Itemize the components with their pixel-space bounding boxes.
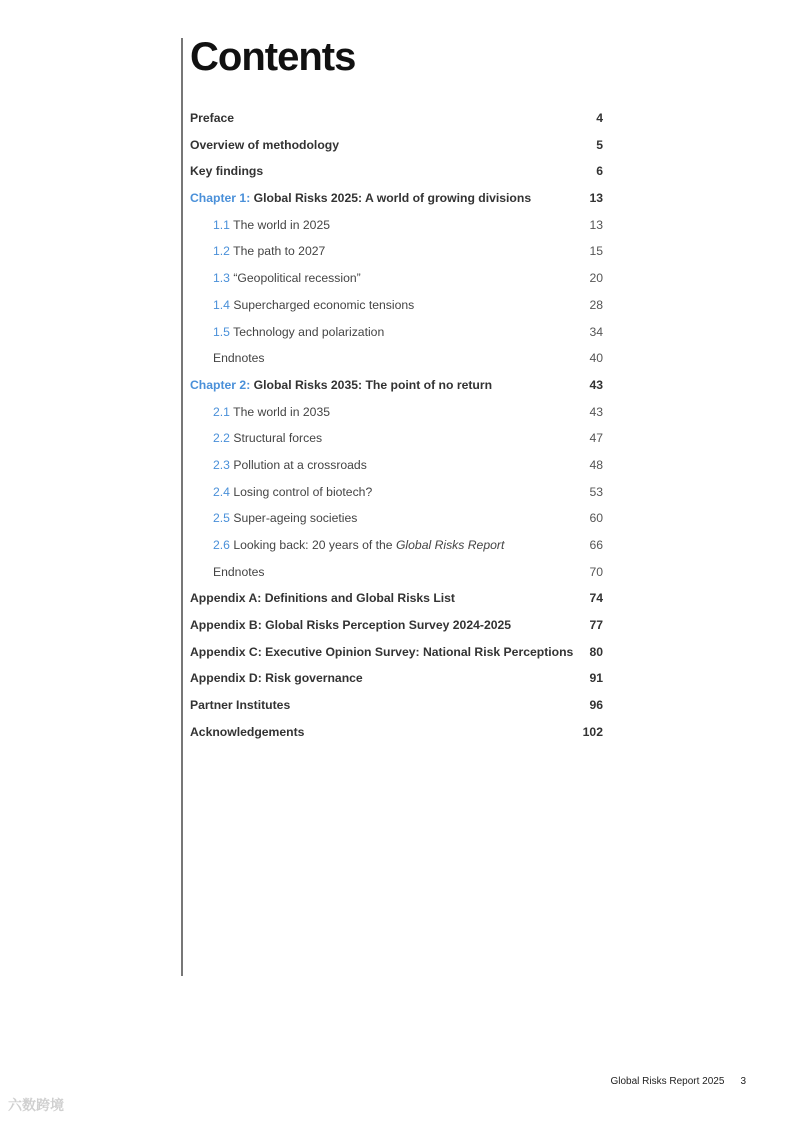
page-footer (610, 1076, 746, 1087)
toc-entry-page: 91 (589, 671, 603, 686)
section-title: Losing control of biotech? (233, 484, 373, 499)
toc-entry-label (213, 479, 372, 506)
toc-entry-label (213, 265, 361, 292)
toc-entry-section-1-2[interactable] (190, 238, 603, 265)
toc-entry-key-findings[interactable] (190, 158, 603, 185)
section-title: Structural forces (233, 431, 323, 446)
toc-entry-section-2-3[interactable] (190, 452, 603, 479)
toc-entry-section-2-5[interactable] (190, 505, 603, 532)
toc-entry-page: 66 (589, 538, 603, 552)
toc-entry-section-2-1[interactable] (190, 399, 603, 426)
chapter-title: Global Risks 2035: The point of no return (253, 377, 493, 392)
toc-entry-overview-of-methodology[interactable] (190, 132, 603, 159)
toc-entry-label (190, 372, 492, 399)
toc-entry-page: 102 (582, 724, 603, 739)
toc-entry-page: 28 (589, 297, 603, 312)
section-number: 2.3 (213, 457, 230, 472)
section-title: Super-ageing societies (233, 511, 358, 526)
chapter-prefix: Chapter 2: (190, 377, 251, 392)
toc-entry-page: 74 (589, 591, 603, 606)
toc-entry-label: Endnotes (213, 351, 265, 366)
toc-entry-page: 53 (589, 484, 603, 499)
toc-entry-label: Appendix C: Executive Opinion Survey: National Risk Perceptions (190, 644, 574, 659)
chapter-title: Global Risks 2025: A world of growing divisions (253, 191, 532, 206)
toc-entry-page: 15 (589, 244, 603, 259)
toc-entry-page: 47 (589, 431, 603, 446)
section-title: Supercharged economic tensions (233, 297, 415, 312)
toc-entry-label (213, 532, 504, 559)
chapter-prefix: Chapter 1: (190, 191, 251, 206)
toc-entry-appendix-c[interactable] (190, 639, 603, 666)
toc-entry-page: 20 (589, 271, 603, 286)
toc-entry-page: 70 (589, 564, 603, 579)
toc-entry-label: Key findings (190, 164, 264, 179)
toc-entry-label: Appendix D: Risk governance (190, 671, 363, 686)
footer-report-name: Global Risks Report 2025 (610, 1076, 725, 1087)
toc-entry-label (213, 505, 357, 532)
section-title: Looking back: 20 years of the (233, 538, 393, 552)
toc-entry-page: 13 (589, 217, 603, 232)
toc-entry-label: Overview of methodology (190, 137, 339, 152)
toc-entry-page: 80 (589, 644, 603, 659)
section-title-italic: Global Risks Report (395, 538, 505, 552)
toc-entry-label: Acknowledgements (190, 724, 305, 739)
section-number: 1.5 (213, 324, 230, 339)
section-title: “Geopolitical recession” (233, 271, 361, 286)
toc-entry-section-2-2[interactable] (190, 425, 603, 452)
toc-entry-label (213, 452, 367, 479)
toc-entry-label: Endnotes (213, 564, 265, 579)
footer-page-number: 3 (740, 1076, 746, 1087)
toc-entry-label: Partner Institutes (190, 698, 291, 713)
toc-entry-page: 4 (596, 111, 603, 125)
section-number: 2.6 (213, 538, 230, 552)
toc-entry-label (213, 292, 414, 319)
toc-entry-page: 43 (589, 404, 603, 419)
section-title: The path to 2027 (233, 244, 326, 259)
toc-entry-section-2-6[interactable] (190, 532, 603, 559)
toc-entry-appendix-a[interactable] (190, 585, 603, 612)
section-title: The world in 2035 (233, 404, 331, 419)
toc-entry-page: 34 (589, 324, 603, 339)
toc-entry-preface[interactable] (190, 105, 603, 132)
toc-entry-label: Appendix B: Global Risks Perception Survey 2024-2025 (190, 618, 512, 633)
toc-entry-section-1-5[interactable] (190, 319, 603, 346)
section-number: 1.3 (213, 271, 230, 286)
section-number: 1.4 (213, 297, 230, 312)
toc-entry-section-1-3[interactable] (190, 265, 603, 292)
toc-entry-appendix-b[interactable] (190, 612, 603, 639)
toc-entry-chapter-2[interactable] (190, 372, 603, 399)
toc-entry-label (213, 399, 330, 426)
toc-entry-chapter-1[interactable] (190, 185, 603, 212)
toc-entry-acknowledgements[interactable] (190, 719, 603, 746)
section-number: 2.1 (213, 404, 230, 419)
toc-entry-label (190, 185, 531, 212)
toc-entry-page: 43 (589, 377, 603, 392)
toc-entry-label (213, 238, 325, 265)
toc-entry-endnotes-2[interactable] (190, 559, 603, 586)
section-number: 1.2 (213, 244, 230, 259)
section-number: 1.1 (213, 217, 230, 232)
toc-entry-partner-institutes[interactable] (190, 692, 603, 719)
toc-entry-endnotes-1[interactable] (190, 345, 603, 372)
toc-entry-label: Preface (190, 111, 235, 125)
section-title: The world in 2025 (233, 217, 331, 232)
toc-entry-label (213, 319, 384, 346)
toc-entry-page: 40 (589, 351, 603, 366)
toc-entry-page: 48 (589, 457, 603, 472)
toc-entry-appendix-d[interactable] (190, 665, 603, 692)
toc-entry-page: 60 (589, 511, 603, 526)
toc-entry-page: 5 (596, 137, 603, 152)
toc-entry-label (213, 212, 330, 239)
section-number: 2.2 (213, 431, 230, 446)
toc-entry-page: 96 (589, 698, 603, 713)
toc-entry-label: Appendix A: Definitions and Global Risks List (190, 591, 455, 606)
section-number: 2.4 (213, 484, 230, 499)
section-title: Technology and polarization (233, 324, 385, 339)
section-number: 2.5 (213, 511, 230, 526)
toc-entry-page: 77 (589, 618, 603, 633)
toc-entry-section-1-1[interactable] (190, 212, 603, 239)
vertical-rule (181, 38, 183, 976)
toc-entry-label (213, 425, 322, 452)
section-title: Pollution at a crossroads (233, 457, 367, 472)
toc-entry-page: 13 (589, 191, 603, 206)
watermark: 六数跨境 (8, 1097, 64, 1113)
toc-entry-section-2-4[interactable] (190, 479, 603, 506)
table-of-contents (190, 105, 603, 746)
toc-entry-section-1-4[interactable] (190, 292, 603, 319)
page-title: Contents (190, 35, 356, 79)
toc-entry-page: 6 (596, 164, 603, 179)
